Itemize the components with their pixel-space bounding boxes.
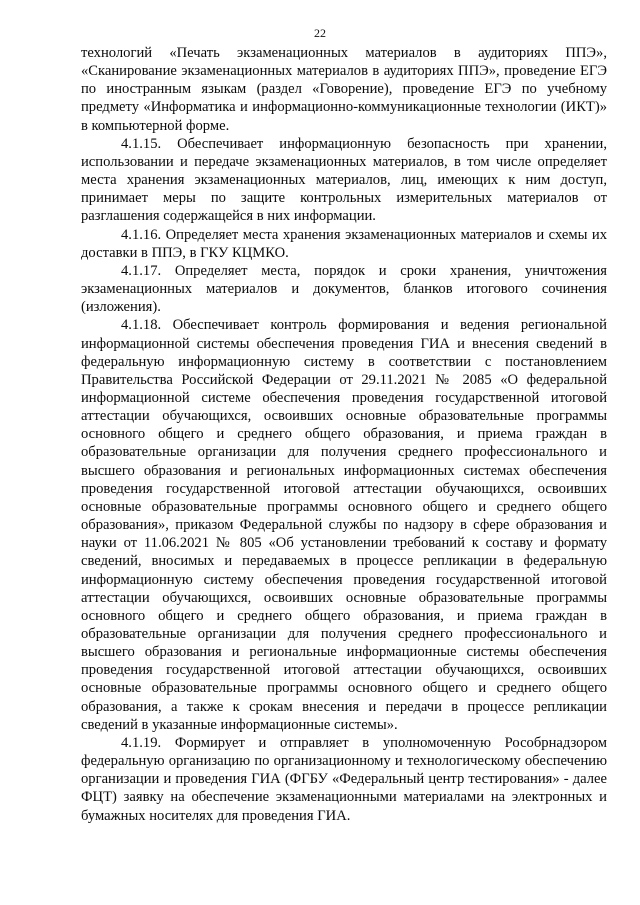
page-number: 22	[314, 26, 326, 40]
paragraph-4-1-16: 4.1.16. Определяет места хранения экзаменационных материалов и схемы их доставки в ППЭ, в ГКУ КЦМКО.	[81, 226, 607, 261]
paragraph-4-1-17: 4.1.17. Определяет места, порядок и сроки хранения, уничтожения экзаменационных материалов и документов, бланков итогового сочинения (изложения).	[81, 262, 607, 316]
paragraph-continuation: технологий «Печать экзаменационных материалов в аудиториях ППЭ», «Сканирование экзаменационных материалов в аудиториях ППЭ», проведение ЕГЭ по иностранным языкам (раздел «Говорение), проведение ЕГЭ по учебному предмету «Информатика и информационно-коммуникационные технологии (ИКТ)» в компьютерной форме.	[81, 45, 607, 134]
paragraph-4-1-19: 4.1.19. Формирует и отправляет в уполномоченную Рособрнадзором федеральную организацию по организационному и технологическому обеспечению организации и проведения ГИА (ФГБУ «Федеральный центр тестирования» - далее ФЦТ) заявку на обеспечение экзаменационными материалами на электронных и бумажных носителях для проведения ГИА.	[81, 734, 607, 824]
paragraph-4-1-15: 4.1.15. Обеспечивает информационную безопасность при хранении, использовании и передаче экзаменационных материалов, в том числе определяет места хранения экзаменационных материалов, лиц, имеющих к ним доступ, принимает меры по защите контрольных измерительных материалов от разглашения содержащейся в них информации.	[81, 135, 607, 225]
document-body	[81, 44, 607, 825]
paragraph-4-1-18: 4.1.18. Обеспечивает контроль формирования и ведения региональной информационной системы обеспечения проведения ГИА и внесения сведений в федеральную информационную систему в соответствии с постановлением Правительства Российской Федерации от 29.11.2021 № 2085 «О федеральной информационной системе обеспечения проведения государственной итоговой аттестации обучающихся, освоивших основные образовательные программы основного общего и среднего общего образования, и приема граждан в образовательные организации для получения среднего профессионального и высшего образования и региональных информационных системах обеспечения проведения государственной итоговой аттестации обучающихся, освоивших основные образовательные программы основного общего и среднего общего образования», приказом Федеральной службы по надзору в сфере образования и науки от 11.06.2021 № 805 «Об установлении требований к составу и формату сведений, вносимых и передаваемых в процессе репликации в федеральную информационную систему обеспечения проведения государственной итоговой аттестации обучающихся, освоивших основные образовательные программы основного общего и среднего общего образования, и приема граждан в образовательные организации для получения среднего профессионального и высшего образования и региональные информационные системы обеспечения проведения государственной итоговой аттестации обучающихся, освоивших основные образовательные программы основного общего и среднего общего образования, а также к срокам внесения и передачи в процессе репликации сведений в указанные информационные системы».	[81, 317, 607, 733]
